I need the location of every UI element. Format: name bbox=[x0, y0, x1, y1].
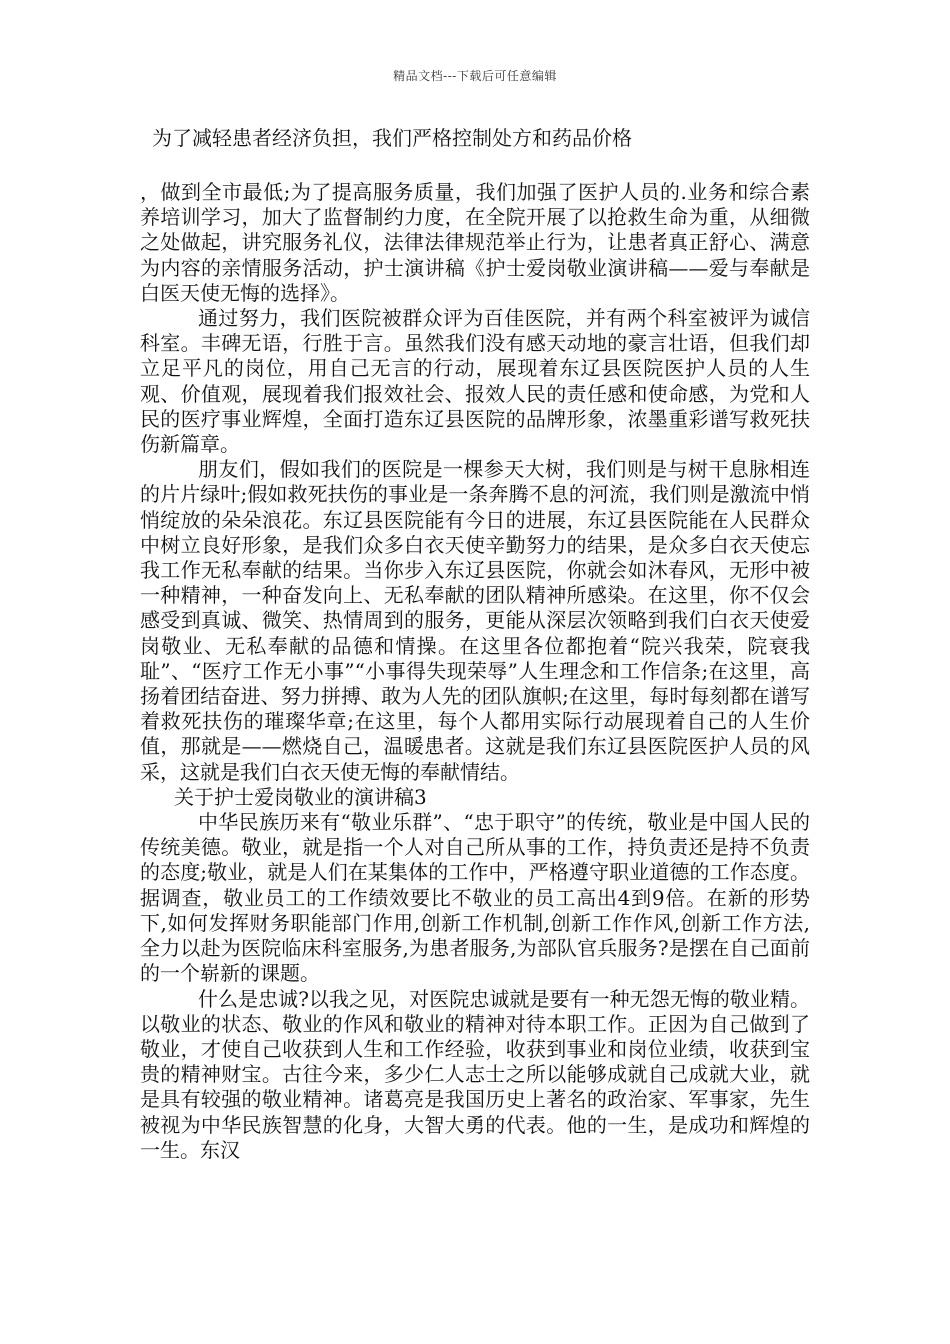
paragraph-1: ，做到全市最低;为了提高服务质量，我们加强了医护人员的.业务和综合素养培训学习，加大了监督制约力度，在全院开展了以抢救生命为重，从细微之处做起，讲究服务礼仪，法律法律规范举止行为，让患者真正舒心、满意为内容的亲情服务活动，护士演讲稿《护士爱岗敬业演讲稿——爱与奉献是白医天使无悔的选择》。 bbox=[140, 180, 810, 305]
document-body bbox=[140, 180, 810, 1163]
paragraph-4: 中华民族历来有“敬业乐群”、“忠于职守”的传统，敬业是中国人民的传统美德。敬业，就是指一个人对自己所从事的工作，持负责还是持不负责的态度;敬业，就是人们在某集体的工作中，严格遵守职业道德的工作态度。据调查，敬业员工的工作绩效要比不敬业的员工高出4到9倍。在新的形势下,如何发挥财务职能部门作用,创新工作机制,创新工作作风,创新工作方法,全力以赴为医院临床科室服务,为患者服务,为部队官兵服务?是摆在自己面前的一个崭新的课题。 bbox=[140, 810, 810, 986]
page-header: 精品文档---下载后可任意编辑 bbox=[393, 69, 557, 83]
page-title: 为了减轻患者经济负担，我们严格控制处方和药品价格 bbox=[152, 126, 632, 150]
paragraph-3: 朋友们，假如我们的医院是一棵参天大树，我们则是与树干息脉相连的片片绿叶;假如救死扶伤的事业是一条奔腾不息的河流，我们则是激流中悄悄绽放的朵朵浪花。东辽县医院能有今日的进展，东辽县医院能在人民群众中树立良好形象，是我们众多白衣天使辛勤努力的结果，是众多白衣天使忘我工作无私奉献的结果。当你步入东辽县医院，你就会如沐春风，无形中被一种精神，一种奋发向上、无私奉献的团队精神所感染。在这里，你不仅会感受到真诚、微笑、热情周到的服务，更能从深层次领略到我们白衣天使爱岗敬业、无私奉献的品德和情操。在这里各位都抱着“院兴我荣，院衰我耻”、“医疗工作无小事”“小事得失现荣辱”人生理念和工作信条;在这里，高扬着团结奋进、努力拼搏、敢为人先的团队旗帜;在这里，每时每刻都在谱写着救死扶伤的璀璨华章;在这里，每个人都用实际行动展现着自己的人生价值，那就是——燃烧自己，温暖患者。这就是我们东辽县医院医护人员的风采，这就是我们白衣天使无悔的奉献情结。 bbox=[140, 457, 810, 784]
paragraph-5: 什么是忠诚?以我之见，对医院忠诚就是要有一种无怨无悔的敬业精。以敬业的状态、敬业的作风和敬业的精神对待本职工作。正因为自己做到了敬业，才使自己收获到人生和工作经验，收获到事业和岗位业绩，收获到宝贵的精神财宝。古往今来，多少仁人志士之所以能够成就自己成就大业，就是具有较强的敬业精神。诸葛亮是我国历史上著名的政治家、军事家，先生被视为中华民族智慧的化身，大智大勇的代表。他的一生，是成功和辉煌的一生。东汉 bbox=[140, 986, 810, 1162]
section-heading: 关于护士爱岗敬业的演讲稿3 bbox=[174, 784, 427, 809]
paragraph-2: 通过努力，我们医院被群众评为百佳医院，并有两个科室被评为诚信科室。丰碑无语，行胜于言。虽然我们没有感天动地的豪言壮语，但我们却立足平凡的岗位，用自己无言的行动，展现着东辽县医院医护人员的人生观、价值观，展现着我们报效社会、报效人民的责任感和使命感，为党和人民的医疗事业辉煌，全面打造东辽县医院的品牌形象，浓墨重彩谱写救死扶伤新篇章。 bbox=[140, 306, 810, 457]
